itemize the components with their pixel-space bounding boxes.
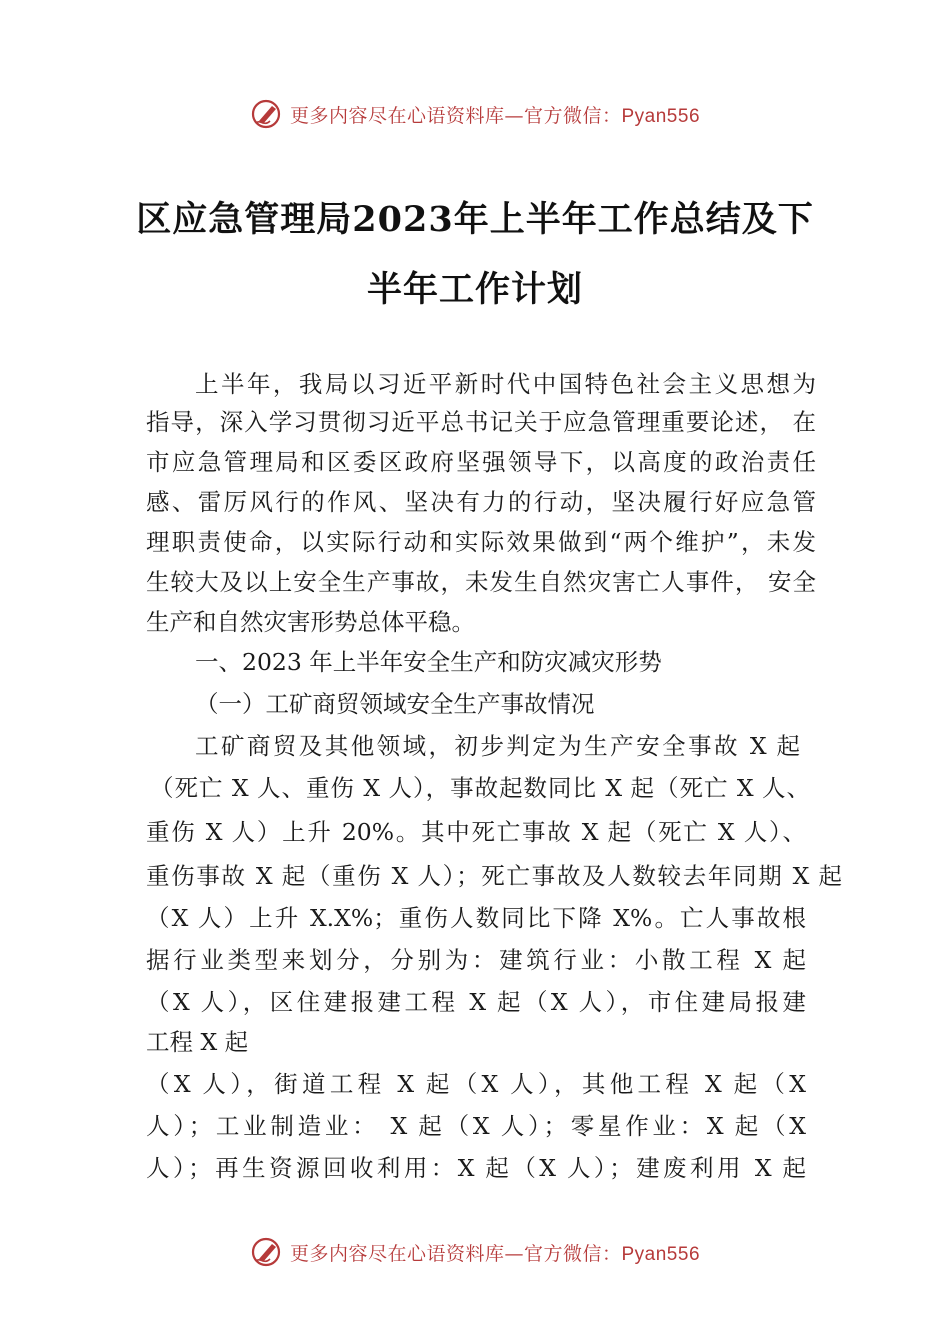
watermark-wechat-id: Pyan556 bbox=[621, 1243, 701, 1265]
body-line: 指导，深入学习贯彻习近平总书记关于应急管理重要论述， 在 bbox=[146, 408, 816, 436]
body-line: （X 人），区住建报建工程 X 起（X 人），市住建局报建 bbox=[146, 988, 806, 1016]
watermark-banner-top bbox=[0, 94, 950, 134]
watermark-wechat-id: Pyan556 bbox=[621, 105, 701, 127]
body-line: 感、雷厉风行的作风、坚决有力的行动，坚决履行好应急管 bbox=[146, 488, 816, 516]
body-line: （X 人），街道工程 X 起（X 人），其他工程 X 起（X bbox=[146, 1070, 806, 1098]
pen-seal-icon bbox=[250, 1235, 284, 1269]
pen-seal-icon bbox=[250, 97, 284, 131]
body-line: 人）；再生资源回收利用：X 起（X 人）；建废利用 X 起 bbox=[146, 1154, 806, 1182]
body-line: 理职责使命，以实际行动和实际效果做到“两个维护”，未发 bbox=[146, 528, 816, 556]
watermark-text bbox=[290, 101, 700, 128]
watermark-label: 更多内容尽在心语资料库—官方微信： bbox=[289, 1242, 622, 1265]
body-line: 工程 X 起 bbox=[146, 1028, 249, 1056]
body-line: 重伤 X 人）上升 20%。其中死亡事故 X 起（死亡 X 人）、 bbox=[146, 818, 806, 846]
body-line: 上半年，我局以习近平新时代中国特色社会主义思想为 bbox=[195, 370, 816, 398]
body-line: 工矿商贸及其他领域，初步判定为生产安全事故 X 起 bbox=[195, 732, 800, 760]
body-line: 据行业类型来划分，分别为：建筑行业：小散工程 X 起 bbox=[146, 946, 806, 974]
body-line: （死亡 X 人、重伤 X 人），事故起数同比 X 起（死亡 X 人、 bbox=[150, 774, 810, 802]
watermark-banner-bottom bbox=[0, 1232, 950, 1272]
document-title-line-1: 区应急管理局2023年上半年工作总结及下 bbox=[136, 199, 814, 240]
watermark-label: 更多内容尽在心语资料库—官方微信： bbox=[289, 104, 622, 127]
section-heading: 一、2023 年上半年安全生产和防灾减灾形势 bbox=[195, 648, 662, 676]
body-line: 人）；工业制造业： X 起（X 人）；零星作业：X 起（X bbox=[146, 1112, 806, 1140]
watermark-text bbox=[290, 1239, 700, 1266]
body-line: 生较大及以上安全生产事故，未发生自然灾害亡人事件， 安全 bbox=[146, 568, 816, 596]
document-title-line-2: 半年工作计划 bbox=[366, 269, 583, 310]
body-line: （X 人）上升 X.X%；重伤人数同比下降 X%。亡人事故根 bbox=[146, 904, 806, 932]
body-line: 生产和自然灾害形势总体平稳。 bbox=[146, 608, 475, 636]
subsection-heading: （一）工矿商贸领域安全生产事故情况 bbox=[195, 690, 595, 718]
body-line: 重伤事故 X 起（重伤 X 人）；死亡事故及人数较去年同期 X 起 bbox=[146, 862, 842, 890]
body-line: 市应急管理局和区委区政府坚强领导下，以高度的政治责任 bbox=[146, 448, 816, 476]
